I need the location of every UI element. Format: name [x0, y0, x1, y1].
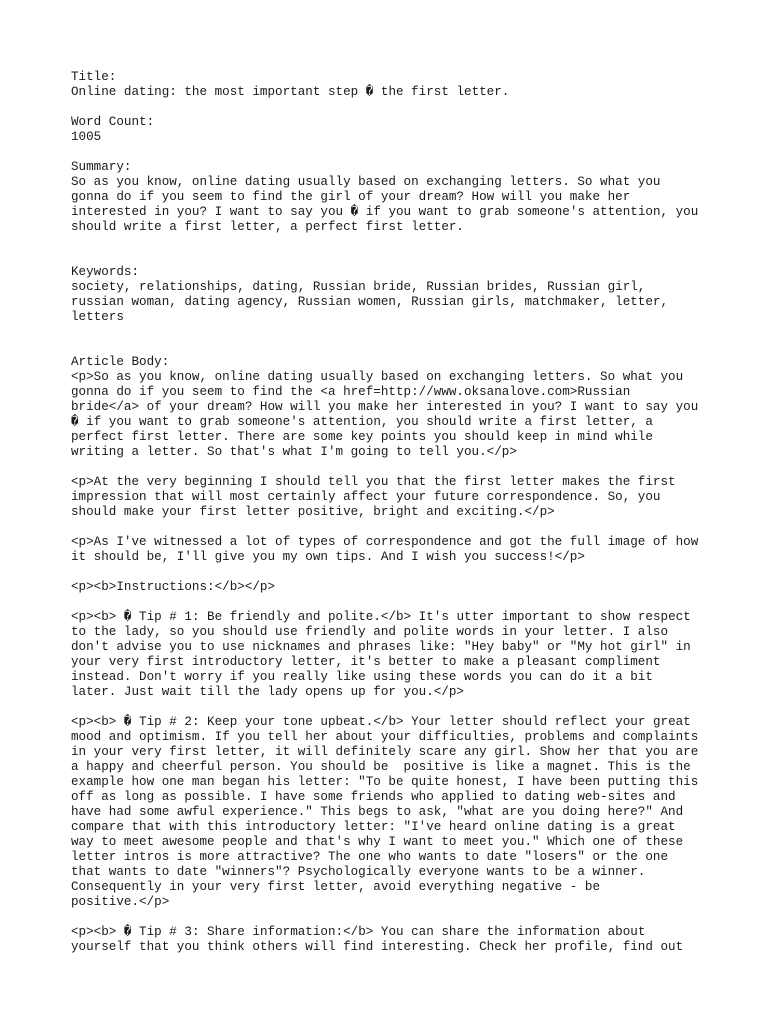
text-line: <p><b>Instructions:</b></p>: [71, 580, 276, 594]
text-line: Title:: [71, 70, 117, 84]
text-line: positive.</p>: [71, 895, 170, 909]
text-line: it should be, I'll give you my own tips. And I wish you success!</p>: [71, 550, 585, 564]
blank-line: [71, 595, 711, 610]
text-line: russian woman, dating agency, Russian women, Russian girls, matchmaker, letter,: [71, 295, 669, 309]
blank-line: [71, 910, 711, 925]
text-line: off as long as possible. I have some friends who applied to dating web-sites and: [71, 790, 676, 804]
blank-line: [71, 145, 711, 160]
blank-line: [71, 100, 711, 115]
text-line: instead. Don't worry if you really like using these words you can do it a bit: [71, 670, 653, 684]
text-line: don't advise you to use nicknames and phrases like: "Hey baby" or "My hot girl" in: [71, 640, 691, 654]
text-line: Online dating: the most important step � the first letter.: [71, 85, 510, 99]
text-line: a happy and cheerful person. You should be positive is like a magnet. This is the: [71, 760, 691, 774]
text-line: yourself that you think others will find interesting. Check her profile, find out: [71, 940, 684, 954]
text-line: should write a first letter, a perfect first letter.: [71, 220, 464, 234]
text-line: letter intros is more attractive? The one who wants to date "losers" or the one: [71, 850, 669, 864]
text-line: Keywords:: [71, 265, 140, 279]
text-line: 1005: [71, 130, 102, 144]
text-line: should make your first letter positive, bright and exciting.</p>: [71, 505, 555, 519]
text-line: in your very first letter, it will definitely scare any girl. Show her that you are: [71, 745, 699, 759]
text-line: Article Body:: [71, 355, 170, 369]
text-line: <p><b> � Tip # 3: Share information:</b> You can share the information about: [71, 925, 646, 939]
text-line: have had some awful experience." This begs to ask, "what are you doing here?" And: [71, 805, 684, 819]
text-line: later. Just wait till the lady opens up for you.</p>: [71, 685, 464, 699]
blank-line: [71, 565, 711, 580]
blank-line: [71, 460, 711, 475]
text-line: interested in you? I want to say you � if you want to grab someone's attention, you: [71, 205, 699, 219]
text-line: mood and optimism. If you tell her about your difficulties, problems and complaints: [71, 730, 699, 744]
text-line: your very first introductory letter, it's better to make a pleasant compliment: [71, 655, 661, 669]
text-line: society, relationships, dating, Russian bride, Russian brides, Russian girl,: [71, 280, 646, 294]
text-line: that wants to date "winners"? Psychologically everyone wants to be a winner.: [71, 865, 646, 879]
blank-line: [71, 325, 711, 340]
blank-line: [71, 700, 711, 715]
text-line: compare that with this introductory letter: "I've heard online dating is a great: [71, 820, 676, 834]
text-line: <p>At the very beginning I should tell you that the first letter makes the first: [71, 475, 676, 489]
text-line: letters: [71, 310, 124, 324]
blank-line: [71, 340, 711, 355]
text-line: gonna do if you seem to find the <a href=http://www.oksanalove.com>Russian: [71, 385, 631, 399]
text-line: <p>So as you know, online dating usually based on exchanging letters. So what you: [71, 370, 684, 384]
text-line: way to meet awesome people and that's why I want to meet you." Which one of these: [71, 835, 684, 849]
text-line: � if you want to grab someone's attention, you should write a first letter, a: [71, 415, 653, 429]
text-line: Summary:: [71, 160, 132, 174]
blank-line: [71, 235, 711, 250]
text-line: So as you know, online dating usually based on exchanging letters. So what you: [71, 175, 661, 189]
text-line: to the lady, so you should use friendly and polite words in your letter. I also: [71, 625, 669, 639]
text-line: impression that will most certainly affect your future correspondence. So, you: [71, 490, 661, 504]
text-line: <p>As I've witnessed a lot of types of correspondence and got the full image of how: [71, 535, 699, 549]
text-line: example how one man began his letter: "To be quite honest, I have been putting this: [71, 775, 699, 789]
text-line: Consequently in your very first letter, avoid everything negative - be: [71, 880, 601, 894]
text-line: writing a letter. So that's what I'm going to tell you.</p>: [71, 445, 517, 459]
text-line: <p><b> � Tip # 1: Be friendly and polite.</b> It's utter important to show respect: [71, 610, 691, 624]
text-line: gonna do if you seem to find the girl of your dream? How will you make her: [71, 190, 631, 204]
text-line: <p><b> � Tip # 2: Keep your tone upbeat.</b> Your letter should reflect your great: [71, 715, 691, 729]
blank-line: [71, 250, 711, 265]
text-line: bride</a> of your dream? How will you make her interested in you? I want to say you: [71, 400, 699, 414]
text-line: perfect first letter. There are some key points you should keep in mind while: [71, 430, 653, 444]
document-page: [71, 70, 711, 955]
blank-line: [71, 520, 711, 535]
text-line: Word Count:: [71, 115, 155, 129]
